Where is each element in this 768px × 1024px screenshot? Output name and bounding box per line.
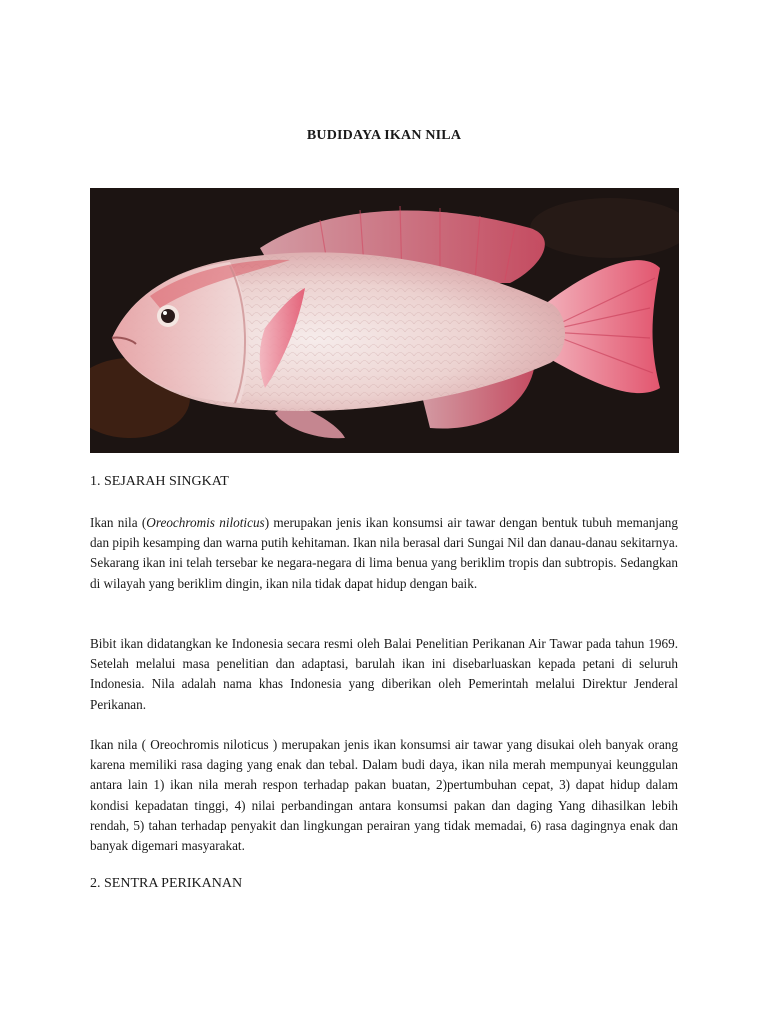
paragraph-history: Bibit ikan didatangkan ke Indonesia secara resmi oleh Balai Penelitian Perikanan Air Tawar pada tahun 1969. Setelah melalui masa penelitian dan adaptasi, barulah ikan ini disebarluaskan kepada petani di seluruh Indonesia. Nila adalah nama khas Indonesia yang diberikan oleh Pemerintah melalui Direktur Jenderal Perikanan.	[90, 636, 678, 712]
paragraph-intro-rest: ) merupakan jenis ikan konsumsi air tawar dengan bentuk tubuh memanjang dan pipih kesamping dan warna putih kehitaman. Ikan nila berasal dari Sungai Nil dan danau-danau sekitarnya. Sekarang ikan ini telah tersebar ke negara-negara di lima benua yang beriklim tropis dan subtropis. Sedangkan di wilayah yang beriklim dingin, ikan nila tidak dapat hidup dengan baik.	[90, 515, 678, 591]
paragraph-intro-start: Ikan nila (	[90, 515, 147, 530]
red-tilapia-photo	[90, 188, 679, 453]
paragraph-advantages: Ikan nila ( Oreochromis niloticus ) merupakan jenis ikan konsumsi air tawar yang disukai oleh banyak orang karena memiliki rasa daging yang enak dan tebal. Dalam budi daya, ikan nila merah mempunyai keunggulan antara lain 1) ikan nila merah respon terhadap pakan buatan, 2)pertumbuhan cepat, 3) dapat hidup dalam kondisi kepadatan tinggi, 4) nilai perbandingan antara konsumsi pakan dan daging Yang dihasilkan lebih rendah, 5) tahan terhadap penyakit dan lingkungan perairan yang tidak memadai, 6) rasa dagingnya enak dan banyak digemari masyarakat.	[90, 737, 678, 854]
red-tilapia-illustration	[90, 188, 679, 453]
document-title: BUDIDAYA IKAN NILA	[306, 128, 462, 143]
section-heading-sejarah: 1. SEJARAH SINGKAT	[90, 474, 229, 489]
section-heading-sentra: 2. SENTRA PERIKANAN	[90, 876, 243, 891]
paragraph-intro	[90, 513, 678, 594]
scientific-name: Oreochromis niloticus	[146, 515, 265, 530]
